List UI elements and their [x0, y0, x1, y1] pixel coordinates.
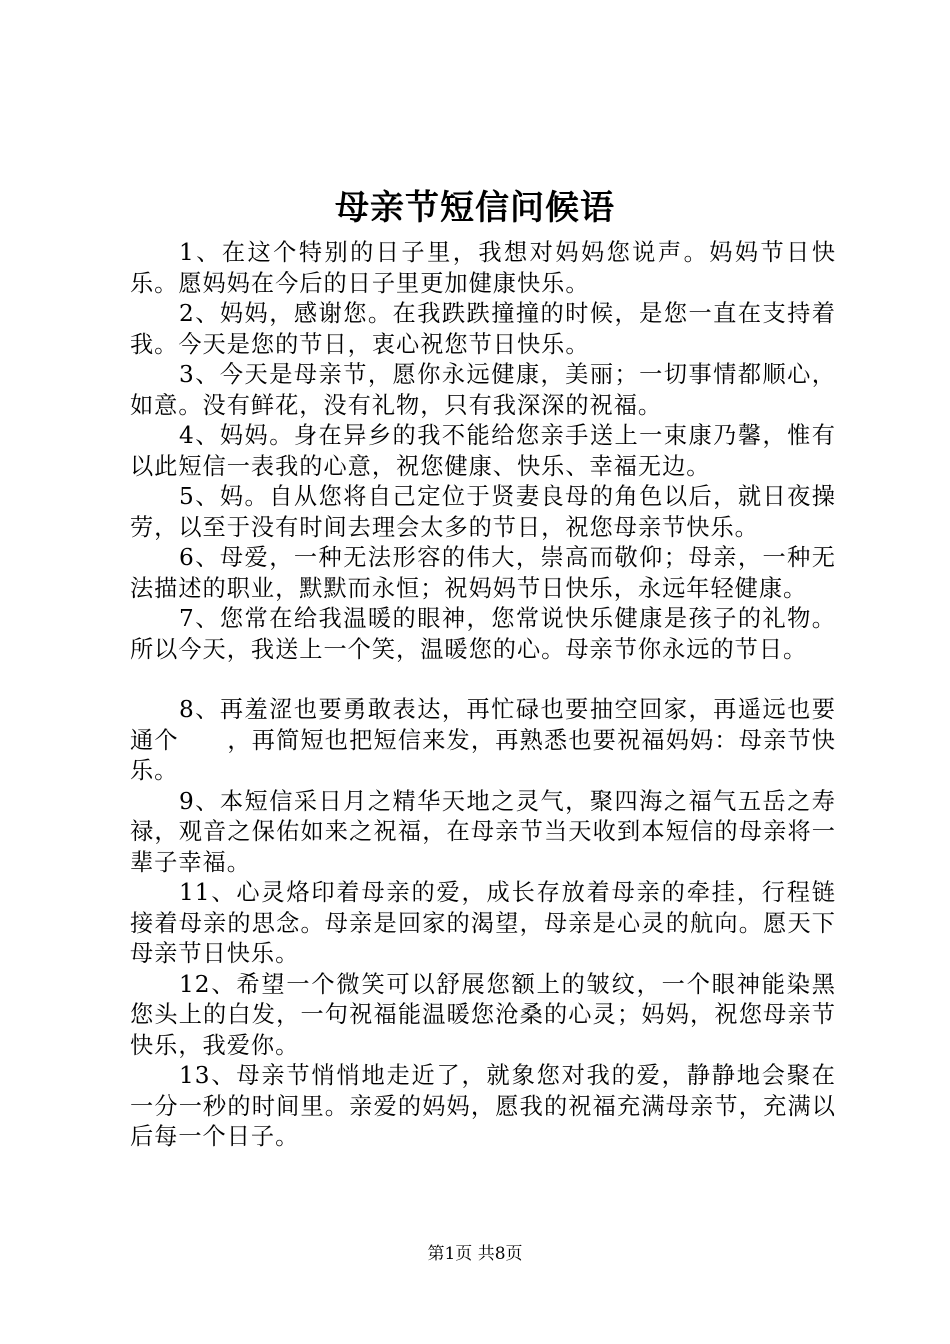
paragraph-13: 13、母亲节悄悄地走近了，就象您对我的爱，静静地会聚在一分一秒的时间里。亲爱的妈妈，愿我的祝福充满母亲节，充满以后每一个日子。 [130, 1062, 836, 1150]
paragraph-8: 8、再羞涩也要勇敢表达，再忙碌也要抽空回家，再遥远也要通个 ，再简短也把短信来发，再熟悉也要祝福妈妈：母亲节快乐。 [130, 696, 836, 784]
document-body [130, 238, 836, 1153]
paragraph-3: 3、今天是母亲节，愿你永远健康，美丽；一切事情都顺心，如意。没有鲜花，没有礼物，只有我深深的祝福。 [130, 361, 836, 419]
document-title: 母亲节短信问候语 [335, 188, 615, 228]
paragraph-5: 5、妈。自从您将自己定位于贤妻良母的角色以后，就日夜操劳，以至于没有时间去理会太多的节日，祝您母亲节快乐。 [130, 483, 836, 541]
paragraph-11: 11、心灵烙印着母亲的爱，成长存放着母亲的牵挂，行程链接着母亲的思念。母亲是回家的渴望，母亲是心灵的航向。愿天下母亲节日快乐。 [130, 879, 836, 967]
paragraph-7: 7、您常在给我温暖的眼神，您常说快乐健康是孩子的礼物。所以今天，我送上一个笑，温暖您的心。母亲节你永远的节日。 [130, 605, 836, 663]
page-indicator: 第1页 共8页 [427, 1244, 523, 1264]
paragraph-6: 6、母爱，一种无法形容的伟大，崇高而敬仰；母亲，一种无法描述的职业，默默而永恒；祝妈妈节日快乐，永远年轻健康。 [130, 544, 836, 602]
paragraph-9: 9、本短信采日月之精华天地之灵气，聚四海之福气五岳之寿禄，观音之保佑如来之祝福，在母亲节当天收到本短信的母亲将一辈子幸福。 [130, 787, 836, 876]
paragraph-1: 1、在这个特别的日子里，我想对妈妈您说声。妈妈节日快乐。愿妈妈在今后的日子里更加健康快乐。 [130, 239, 836, 297]
paragraph-2: 2、妈妈，感谢您。在我跌跌撞撞的时候，是您一直在支持着我。今天是您的节日，衷心祝您节日快乐。 [130, 300, 836, 358]
paragraph-12: 12、希望一个微笑可以舒展您额上的皱纹，一个眼神能染黑您头上的白发，一句祝福能温暖您沧桑的心灵；妈妈，祝您母亲节快乐，我爱你。 [130, 970, 836, 1059]
paragraph-4: 4、妈妈。身在异乡的我不能给您亲手送上一束康乃馨，惟有以此短信一表我的心意，祝您健康、快乐、幸福无边。 [130, 422, 836, 480]
